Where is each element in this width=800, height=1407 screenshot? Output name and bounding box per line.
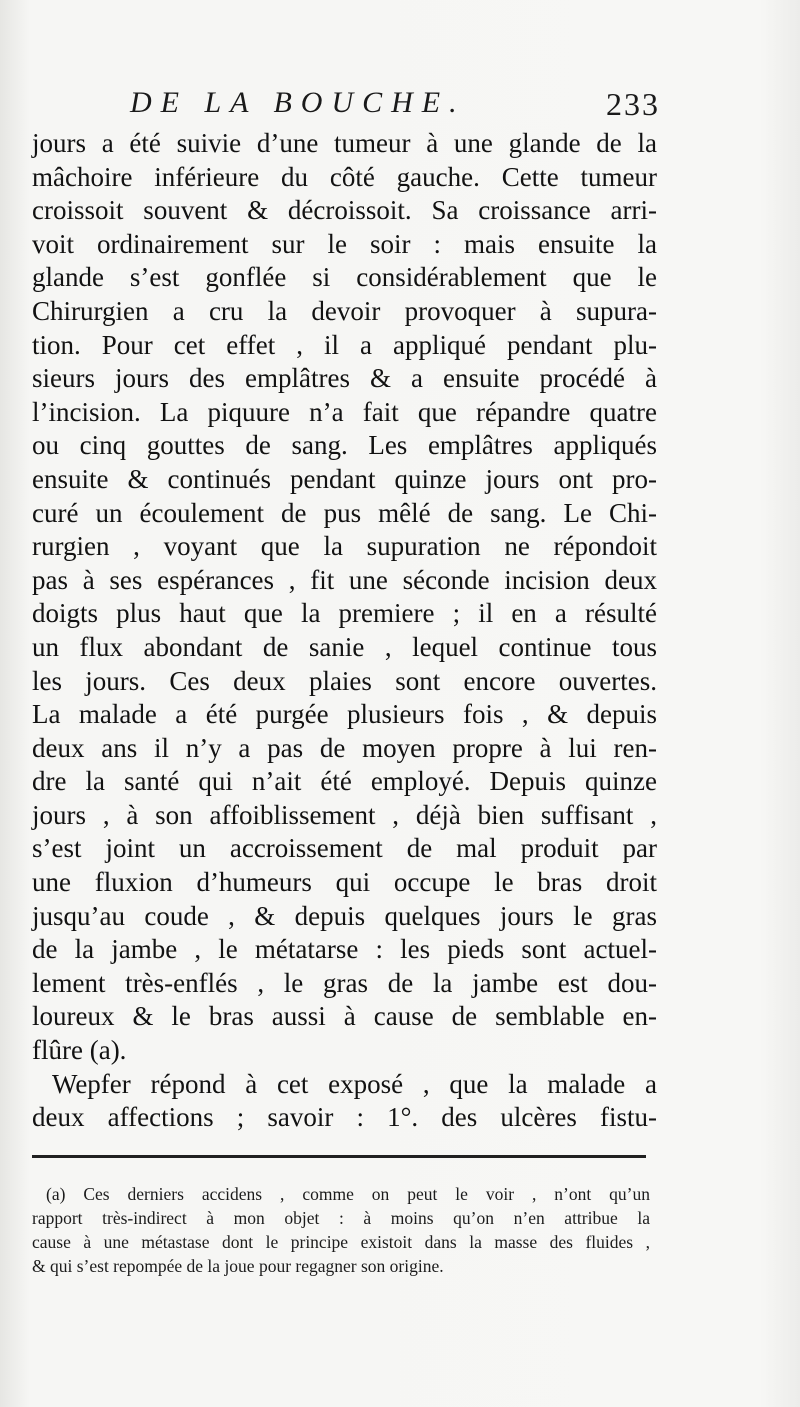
footnote-line: cause à une métastase dont le principe existoit dans la masse des fluides , — [32, 1232, 650, 1252]
footnote-line: (a) Ces derniers accidens , comme on peut le voir , n’ont qu’un — [46, 1184, 650, 1204]
text-line: de la jambe , le métatarse : les pieds sont actuel- — [32, 934, 657, 965]
text-line: deux ans il n’y a pas de moyen propre à lui ren- — [32, 732, 657, 763]
text-line: La malade a été purgée plusieurs fois , & depuis — [32, 699, 657, 730]
text-line: jours , à son affoiblissement , déjà bien suffisant , — [32, 799, 657, 830]
page-header — [130, 86, 660, 126]
text-line: s’est joint un accroissement de mal produit par — [32, 833, 657, 864]
text-line: voit ordinairement sur le soir : mais ensuite la — [32, 228, 657, 259]
text-line-paragraph-start: Wepfer répond à cet exposé , que la malade a — [52, 1068, 657, 1099]
text-line: rurgien , voyant que la supuration ne répondoit — [32, 531, 657, 562]
text-line: lement très-enflés , le gras de la jambe est dou- — [32, 967, 657, 998]
body-text — [32, 127, 657, 1135]
text-line: croissoit souvent & décroissoit. Sa croissance arri- — [32, 195, 657, 226]
text-line: une fluxion d’humeurs qui occupe le bras droit — [32, 867, 657, 898]
page-number: 233 — [606, 86, 660, 122]
text-line-paragraph-end: flûre (a). — [32, 1035, 127, 1066]
text-line: les jours. Ces deux plaies sont encore ouvertes. — [32, 665, 657, 696]
text-line: glande s’est gonflée si considérablement que le — [32, 262, 657, 293]
text-line: mâchoire inférieure du côté gauche. Cette tumeur — [32, 161, 657, 192]
footnote-block — [32, 1182, 650, 1278]
running-title: DE LA BOUCHE. — [130, 86, 466, 119]
text-line: un flux abondant de sanie , lequel continue tous — [32, 631, 657, 662]
text-line: Chirurgien a cru la devoir provoquer à supura- — [32, 295, 657, 326]
footnote-line: & qui s’est repompée de la joue pour regagner son origine. — [32, 1256, 444, 1276]
text-line: pas à ses espérances , fit une séconde incision deux — [32, 564, 657, 595]
text-line: sieurs jours des emplâtres & a ensuite procédé à — [32, 363, 657, 394]
text-line: curé un écoulement de pus mêlé de sang. Le Chi- — [32, 497, 657, 528]
footnote-line: rapport très-indirect à mon objet : à moins qu’on n’en attribue la — [32, 1208, 650, 1228]
text-line: loureux & le bras aussi à cause de semblable en- — [32, 1001, 657, 1032]
text-line: l’incision. La piquure n’a fait que répandre quatre — [32, 396, 657, 427]
footnote-separator-rule — [32, 1155, 646, 1158]
text-line: jours a été suivie d’une tumeur à une glande de la — [32, 128, 657, 158]
text-line: dre la santé qui n’ait été employé. Depuis quinze — [32, 766, 657, 797]
text-line: jusqu’au coude , & depuis quelques jours le gras — [32, 900, 657, 931]
text-line: tion. Pour cet effet , il a appliqué pendant plu- — [32, 329, 657, 360]
text-line: ensuite & continués pendant quinze jours ont pro- — [32, 463, 657, 494]
text-line: deux affections ; savoir : 1°. des ulcères fistu- — [32, 1102, 657, 1133]
text-line: doigts plus haut que la premiere ; il en a résulté — [32, 598, 657, 629]
text-line: ou cinq gouttes de sang. Les emplâtres appliqués — [32, 430, 657, 461]
